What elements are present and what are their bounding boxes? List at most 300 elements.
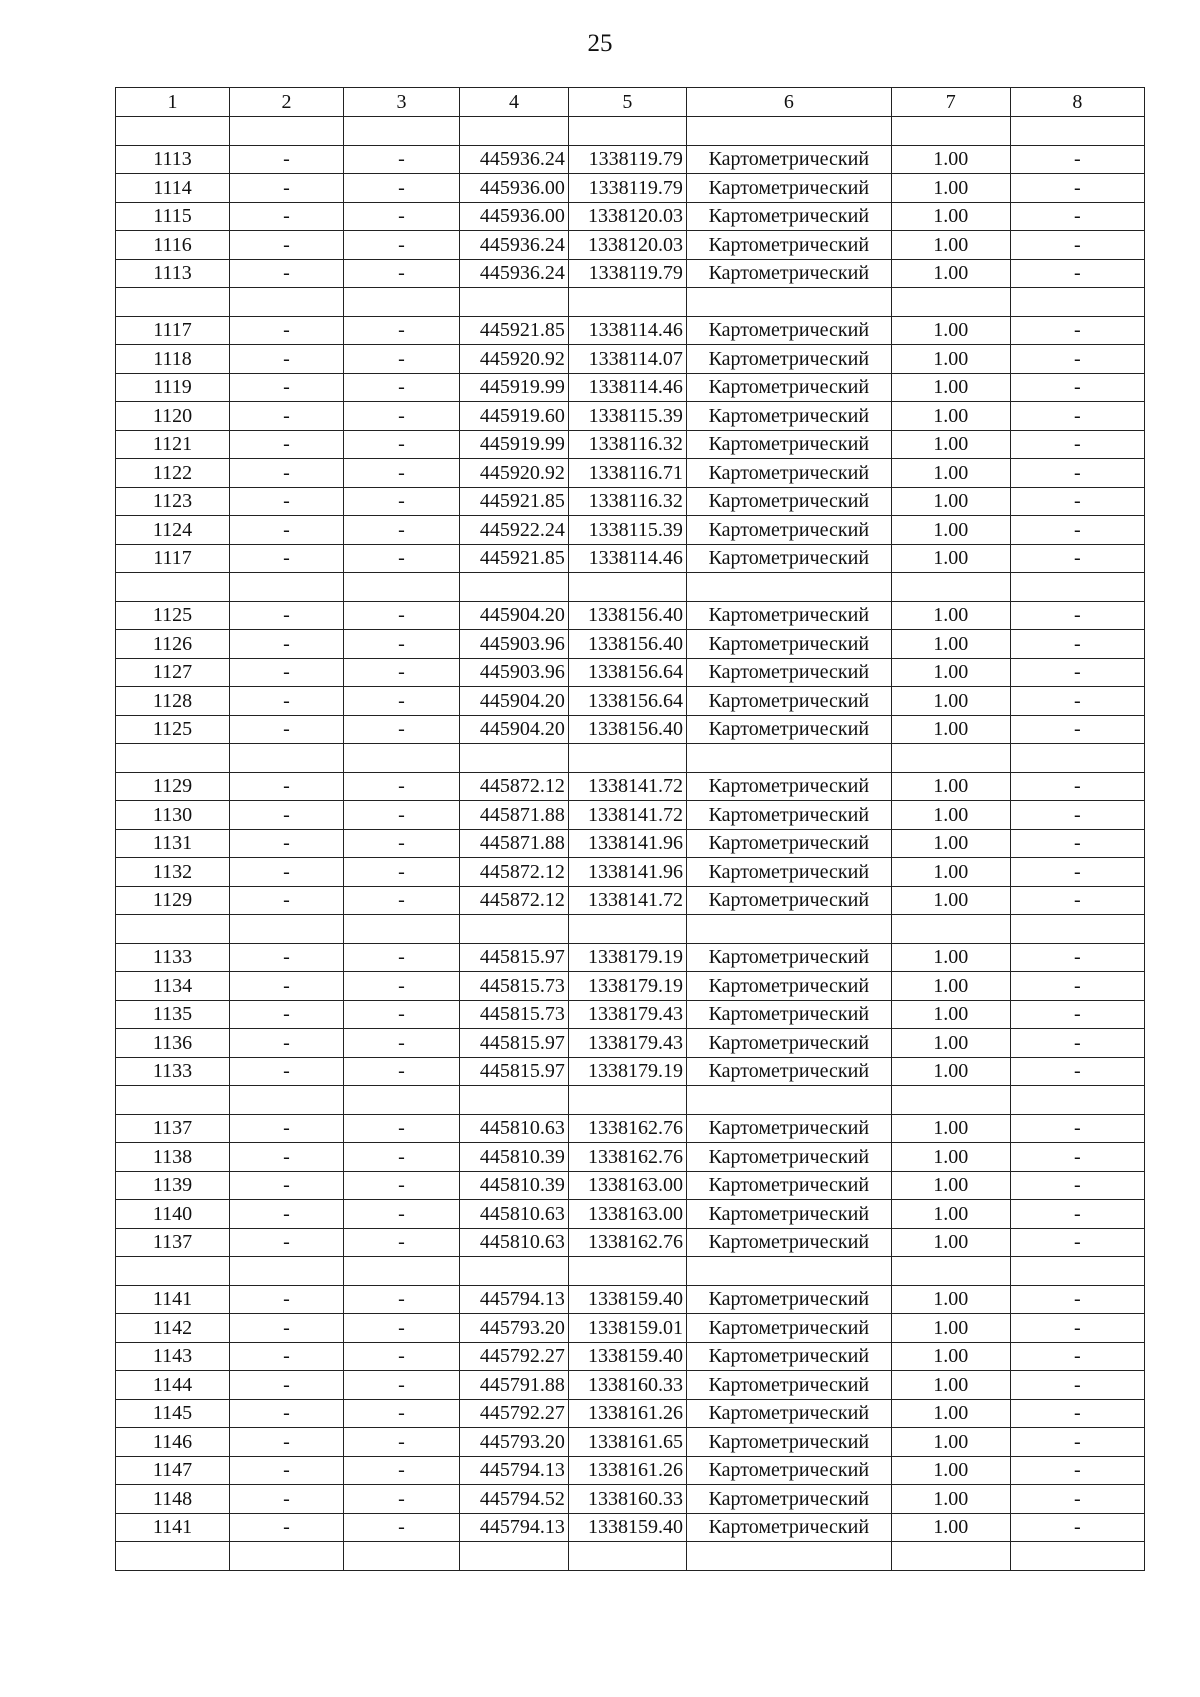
table-cell: 1.00	[891, 1000, 1010, 1029]
table-row	[116, 373, 1145, 402]
table-cell: -	[343, 145, 459, 174]
table-cell: -	[343, 1371, 459, 1400]
table-cell: 1338156.64	[568, 658, 686, 687]
table-cell: 445810.63	[459, 1228, 568, 1257]
table-row	[116, 1228, 1145, 1257]
empty-cell	[1010, 915, 1144, 944]
table-cell: -	[229, 202, 343, 231]
table-row	[116, 1371, 1145, 1400]
table-cell: -	[1010, 1228, 1144, 1257]
empty-cell	[229, 915, 343, 944]
table-row	[116, 202, 1145, 231]
table-cell: -	[343, 715, 459, 744]
table-cell: Картометрический	[686, 259, 891, 288]
table-cell: 1338163.00	[568, 1171, 686, 1200]
table-cell: -	[229, 1399, 343, 1428]
table-cell: 445791.88	[459, 1371, 568, 1400]
table-cell: 1.00	[891, 145, 1010, 174]
table-cell: 1.00	[891, 1285, 1010, 1314]
empty-cell	[229, 573, 343, 602]
table-cell: -	[229, 715, 343, 744]
table-cell: 445792.27	[459, 1399, 568, 1428]
table-cell: 1137	[116, 1228, 230, 1257]
table-cell: 445922.24	[459, 516, 568, 545]
table-row	[116, 430, 1145, 459]
table-cell: Картометрический	[686, 231, 891, 260]
table-cell: -	[343, 174, 459, 203]
table-cell: 445793.20	[459, 1314, 568, 1343]
separator-row	[116, 1086, 1145, 1115]
table-cell: 1338179.19	[568, 1057, 686, 1086]
table-cell: 445919.60	[459, 402, 568, 431]
table-cell: Картометрический	[686, 373, 891, 402]
table-cell: 1.00	[891, 174, 1010, 203]
table-cell: 445792.27	[459, 1342, 568, 1371]
table-cell: 1338179.19	[568, 943, 686, 972]
table-row	[116, 1342, 1145, 1371]
table-row	[116, 658, 1145, 687]
coordinates-table	[115, 87, 1145, 1571]
separator-row	[116, 1257, 1145, 1286]
empty-cell	[116, 915, 230, 944]
table-cell: 1.00	[891, 829, 1010, 858]
table-row	[116, 174, 1145, 203]
table-cell: 1.00	[891, 601, 1010, 630]
table-cell: -	[1010, 430, 1144, 459]
table-cell: Картометрический	[686, 630, 891, 659]
table-cell: 445903.96	[459, 658, 568, 687]
table-cell: 445872.12	[459, 772, 568, 801]
table-row	[116, 715, 1145, 744]
empty-cell	[343, 117, 459, 146]
table-cell: -	[1010, 801, 1144, 830]
empty-cell	[459, 1257, 568, 1286]
table-row	[116, 601, 1145, 630]
empty-cell	[1010, 1542, 1144, 1571]
table-cell: -	[229, 630, 343, 659]
empty-cell	[568, 573, 686, 602]
table-cell: -	[229, 972, 343, 1001]
table-cell: 1338156.40	[568, 715, 686, 744]
table-cell: 1338159.40	[568, 1285, 686, 1314]
table-cell: -	[343, 943, 459, 972]
empty-cell	[891, 1542, 1010, 1571]
table-cell: Картометрический	[686, 316, 891, 345]
table-cell: 1125	[116, 715, 230, 744]
table-cell: 445815.73	[459, 1000, 568, 1029]
table-cell: 1121	[116, 430, 230, 459]
table-cell: -	[343, 886, 459, 915]
table-cell: 1141	[116, 1513, 230, 1542]
table-cell: -	[1010, 1285, 1144, 1314]
table-cell: 1144	[116, 1371, 230, 1400]
table-cell: 1143	[116, 1342, 230, 1371]
table-cell: -	[343, 829, 459, 858]
table-cell: -	[1010, 772, 1144, 801]
table-cell: 1.00	[891, 259, 1010, 288]
empty-cell	[891, 117, 1010, 146]
table-cell: -	[229, 687, 343, 716]
table-cell: 1338114.46	[568, 316, 686, 345]
empty-cell	[459, 744, 568, 773]
table-cell: 1338114.07	[568, 345, 686, 374]
table-row	[116, 1057, 1145, 1086]
table-cell: 1.00	[891, 1399, 1010, 1428]
table-cell: 1131	[116, 829, 230, 858]
table-row	[116, 858, 1145, 887]
table-cell: -	[1010, 174, 1144, 203]
table-row	[116, 1513, 1145, 1542]
table-cell: -	[343, 231, 459, 260]
table-cell: Картометрический	[686, 1513, 891, 1542]
column-header: 5	[568, 88, 686, 117]
empty-cell	[568, 1542, 686, 1571]
table-row	[116, 1485, 1145, 1514]
table-cell: -	[1010, 1371, 1144, 1400]
table-cell: 1.00	[891, 544, 1010, 573]
empty-cell	[891, 573, 1010, 602]
table-cell: Картометрический	[686, 886, 891, 915]
table-cell: Картометрический	[686, 943, 891, 972]
empty-cell	[568, 744, 686, 773]
table-cell: 1113	[116, 259, 230, 288]
table-cell: -	[229, 487, 343, 516]
empty-cell	[568, 288, 686, 317]
table-cell: -	[343, 316, 459, 345]
table-cell: Картометрический	[686, 1342, 891, 1371]
table-cell: -	[229, 943, 343, 972]
table-row	[116, 1456, 1145, 1485]
table-cell: -	[1010, 943, 1144, 972]
separator-row	[116, 117, 1145, 146]
table-cell: -	[229, 858, 343, 887]
table-row	[116, 1000, 1145, 1029]
table-cell: 1128	[116, 687, 230, 716]
empty-cell	[459, 288, 568, 317]
table-cell: 1338114.46	[568, 373, 686, 402]
table-cell: 1338162.76	[568, 1228, 686, 1257]
table-cell: 1120	[116, 402, 230, 431]
table-cell: -	[343, 459, 459, 488]
empty-cell	[343, 1542, 459, 1571]
table-row	[116, 1285, 1145, 1314]
table-cell: 445903.96	[459, 630, 568, 659]
table-cell: -	[343, 1314, 459, 1343]
table-cell: -	[229, 259, 343, 288]
empty-cell	[686, 117, 891, 146]
table-cell: 1338120.03	[568, 202, 686, 231]
empty-cell	[891, 915, 1010, 944]
table-cell: Картометрический	[686, 202, 891, 231]
table-cell: Картометрический	[686, 516, 891, 545]
table-cell: 1338141.72	[568, 772, 686, 801]
table-cell: -	[229, 402, 343, 431]
table-cell: Картометрический	[686, 402, 891, 431]
table-cell: 445871.88	[459, 801, 568, 830]
table-cell: -	[229, 601, 343, 630]
empty-cell	[116, 573, 230, 602]
table-cell: 1113	[116, 145, 230, 174]
table-cell: -	[229, 1057, 343, 1086]
table-cell: -	[343, 1513, 459, 1542]
empty-cell	[229, 1542, 343, 1571]
table-cell: -	[343, 1342, 459, 1371]
empty-cell	[459, 1542, 568, 1571]
table-cell: 1122	[116, 459, 230, 488]
table-cell: -	[343, 202, 459, 231]
empty-cell	[343, 915, 459, 944]
empty-cell	[1010, 573, 1144, 602]
table-cell: Картометрический	[686, 1114, 891, 1143]
table-row	[116, 1428, 1145, 1457]
table-cell: Картометрический	[686, 544, 891, 573]
column-header: 8	[1010, 88, 1144, 117]
table-cell: 445936.00	[459, 202, 568, 231]
table-cell: 1133	[116, 943, 230, 972]
table-cell: 1.00	[891, 430, 1010, 459]
table-cell: -	[1010, 1000, 1144, 1029]
table-cell: 1117	[116, 544, 230, 573]
table-cell: Картометрический	[686, 715, 891, 744]
table-cell: Картометрический	[686, 1314, 891, 1343]
column-header: 2	[229, 88, 343, 117]
table-cell: -	[343, 801, 459, 830]
table-cell: 445904.20	[459, 715, 568, 744]
table-cell: -	[1010, 1485, 1144, 1514]
table-row	[116, 544, 1145, 573]
table-cell: 1338116.32	[568, 487, 686, 516]
table-cell: -	[1010, 687, 1144, 716]
table-cell: -	[1010, 829, 1144, 858]
table-cell: Картометрический	[686, 174, 891, 203]
table-cell: 445810.39	[459, 1171, 568, 1200]
table-cell: -	[343, 1456, 459, 1485]
table-cell: 1123	[116, 487, 230, 516]
table-cell: -	[229, 145, 343, 174]
empty-cell	[1010, 1086, 1144, 1115]
empty-cell	[459, 1086, 568, 1115]
table-cell: -	[1010, 316, 1144, 345]
table-cell: 1338161.65	[568, 1428, 686, 1457]
empty-cell	[343, 1257, 459, 1286]
empty-cell	[229, 288, 343, 317]
table-cell: -	[1010, 1200, 1144, 1229]
table-cell: -	[229, 1228, 343, 1257]
table-cell: -	[229, 345, 343, 374]
table-cell: 1338160.33	[568, 1371, 686, 1400]
table-cell: 1.00	[891, 1371, 1010, 1400]
table-row	[116, 943, 1145, 972]
table-cell: 445794.13	[459, 1513, 568, 1542]
empty-cell	[1010, 744, 1144, 773]
table-row	[116, 345, 1145, 374]
table-cell: Картометрический	[686, 972, 891, 1001]
table-cell: Картометрический	[686, 601, 891, 630]
table-cell: 1.00	[891, 1200, 1010, 1229]
table-row	[116, 772, 1145, 801]
table-cell: -	[343, 373, 459, 402]
empty-cell	[116, 1542, 230, 1571]
table-cell: 1338159.01	[568, 1314, 686, 1343]
table-cell: 445794.13	[459, 1456, 568, 1485]
table-cell: 1338120.03	[568, 231, 686, 260]
table-row	[116, 1143, 1145, 1172]
table-cell: 1.00	[891, 1114, 1010, 1143]
table-cell: -	[1010, 1399, 1144, 1428]
table-cell: Картометрический	[686, 1228, 891, 1257]
table-cell: -	[343, 1143, 459, 1172]
empty-cell	[891, 288, 1010, 317]
empty-cell	[229, 1257, 343, 1286]
empty-cell	[568, 915, 686, 944]
table-cell: -	[1010, 145, 1144, 174]
table-cell: -	[1010, 487, 1144, 516]
table-cell: -	[1010, 231, 1144, 260]
table-cell: -	[1010, 1029, 1144, 1058]
table-cell: 1.00	[891, 715, 1010, 744]
empty-cell	[568, 1086, 686, 1115]
empty-cell	[686, 1542, 891, 1571]
table-cell: 1338156.40	[568, 630, 686, 659]
table-cell: -	[229, 516, 343, 545]
table-cell: -	[1010, 1513, 1144, 1542]
table-cell: -	[343, 345, 459, 374]
table-cell: 445920.92	[459, 459, 568, 488]
table-cell: 1338162.76	[568, 1143, 686, 1172]
empty-cell	[343, 573, 459, 602]
table-cell: 1146	[116, 1428, 230, 1457]
table-cell: 1115	[116, 202, 230, 231]
table-cell: -	[229, 1342, 343, 1371]
table-cell: 1.00	[891, 373, 1010, 402]
table-cell: -	[229, 231, 343, 260]
table-cell: -	[343, 601, 459, 630]
table-cell: -	[1010, 972, 1144, 1001]
table-cell: -	[343, 687, 459, 716]
table-cell: -	[229, 829, 343, 858]
table-cell: 1147	[116, 1456, 230, 1485]
table-cell: Картометрический	[686, 801, 891, 830]
table-cell: -	[229, 316, 343, 345]
table-cell: -	[343, 630, 459, 659]
table-cell: -	[343, 658, 459, 687]
table-row	[116, 1029, 1145, 1058]
table-cell: -	[343, 1228, 459, 1257]
table-cell: -	[343, 1114, 459, 1143]
table-cell: 445810.63	[459, 1114, 568, 1143]
table-cell: -	[343, 1057, 459, 1086]
table-cell: -	[1010, 1314, 1144, 1343]
table-cell: -	[1010, 630, 1144, 659]
empty-cell	[1010, 1257, 1144, 1286]
table-cell: 445936.24	[459, 259, 568, 288]
table-cell: -	[229, 1143, 343, 1172]
table-cell: -	[1010, 202, 1144, 231]
table-cell: -	[343, 1485, 459, 1514]
table-cell: 1132	[116, 858, 230, 887]
table-cell: -	[1010, 459, 1144, 488]
table-cell: Картометрический	[686, 772, 891, 801]
table-cell: 1.00	[891, 1029, 1010, 1058]
table-cell: 1.00	[891, 972, 1010, 1001]
empty-cell	[116, 744, 230, 773]
table-cell: -	[1010, 1456, 1144, 1485]
table-cell: 1.00	[891, 658, 1010, 687]
table-cell: 1.00	[891, 402, 1010, 431]
table-cell: 1129	[116, 886, 230, 915]
table-cell: 1.00	[891, 886, 1010, 915]
table-cell: 1.00	[891, 1171, 1010, 1200]
table-cell: -	[229, 373, 343, 402]
table-cell: -	[229, 1513, 343, 1542]
table-cell: -	[1010, 1057, 1144, 1086]
empty-cell	[891, 1086, 1010, 1115]
table-cell: 1117	[116, 316, 230, 345]
table-row	[116, 145, 1145, 174]
table-cell: 1338115.39	[568, 516, 686, 545]
empty-cell	[459, 915, 568, 944]
table-cell: Картометрический	[686, 858, 891, 887]
table-cell: 1.00	[891, 1456, 1010, 1485]
table-cell: 1338161.26	[568, 1456, 686, 1485]
empty-cell	[686, 915, 891, 944]
table-cell: 445793.20	[459, 1428, 568, 1457]
table-cell: 445794.52	[459, 1485, 568, 1514]
table-row	[116, 516, 1145, 545]
table-cell: 1.00	[891, 1513, 1010, 1542]
empty-cell	[686, 744, 891, 773]
table-cell: Картометрический	[686, 1057, 891, 1086]
table-cell: 1338119.79	[568, 145, 686, 174]
table-cell: -	[343, 487, 459, 516]
table-cell: -	[229, 1485, 343, 1514]
table-cell: 1.00	[891, 231, 1010, 260]
table-cell: -	[229, 1314, 343, 1343]
table-cell: 1338119.79	[568, 174, 686, 203]
table-cell: Картометрический	[686, 1285, 891, 1314]
empty-cell	[229, 117, 343, 146]
table-cell: 1338116.71	[568, 459, 686, 488]
empty-cell	[686, 1086, 891, 1115]
table-cell: -	[1010, 715, 1144, 744]
table-cell: -	[1010, 1171, 1144, 1200]
table-row	[116, 1114, 1145, 1143]
table-cell: 445921.85	[459, 316, 568, 345]
table-cell: 1124	[116, 516, 230, 545]
table-cell: 445872.12	[459, 886, 568, 915]
empty-cell	[343, 288, 459, 317]
table-cell: 1118	[116, 345, 230, 374]
table-cell: Картометрический	[686, 658, 891, 687]
table-cell: 1.00	[891, 487, 1010, 516]
table-cell: 1119	[116, 373, 230, 402]
table-cell: 1338141.96	[568, 858, 686, 887]
table-row	[116, 1171, 1145, 1200]
table-cell: -	[343, 259, 459, 288]
table-cell: 1135	[116, 1000, 230, 1029]
table-cell: -	[1010, 886, 1144, 915]
table-cell: 445872.12	[459, 858, 568, 887]
table-cell: 1141	[116, 1285, 230, 1314]
table-cell: 445810.39	[459, 1143, 568, 1172]
table-cell: -	[1010, 1342, 1144, 1371]
table-cell: 1130	[116, 801, 230, 830]
table-cell: -	[229, 174, 343, 203]
table-cell: 445936.24	[459, 231, 568, 260]
table-cell: -	[343, 1200, 459, 1229]
table-row	[116, 231, 1145, 260]
table-cell: 445810.63	[459, 1200, 568, 1229]
